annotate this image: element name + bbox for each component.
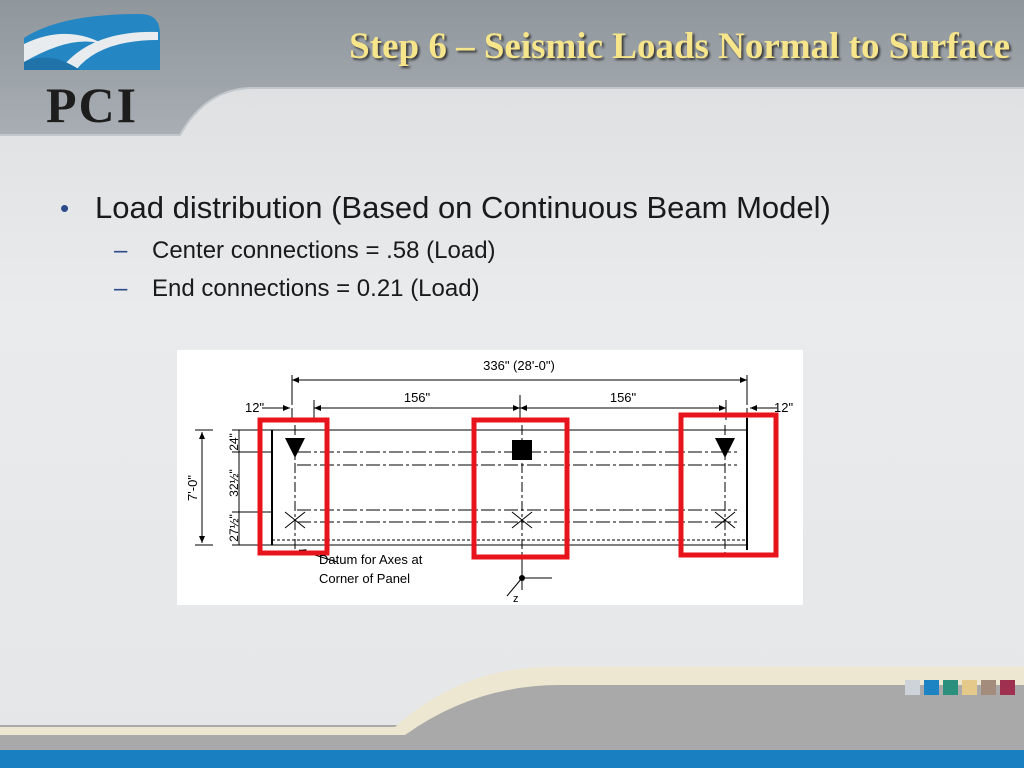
color-swatch [981, 680, 996, 695]
sub-bullet-center [60, 236, 960, 266]
footer-band [0, 655, 1024, 768]
bullet-main-text: Load distribution (Based on Continuous Beam Model) [95, 190, 831, 225]
panel-diagram [177, 350, 803, 605]
color-swatch [943, 680, 958, 695]
dash-icon: – [114, 275, 128, 302]
color-swatch [905, 680, 920, 695]
color-swatch [924, 680, 939, 695]
color-swatch [962, 680, 977, 695]
dim-left-edge: 12" [245, 400, 265, 415]
dim-height: 7'-0" [185, 475, 200, 501]
sub-bullet-end [60, 274, 960, 304]
highlight-box-right [681, 415, 776, 555]
bullet-dot-icon: • [60, 193, 70, 223]
triangle-marker-icon [715, 438, 735, 458]
logo-text: PCI [45, 77, 139, 130]
bullet-main [60, 188, 960, 228]
bullet-list [60, 188, 960, 304]
dim-top: 24" [227, 433, 241, 451]
datum-label-2: Corner of Panel [319, 571, 411, 586]
dim-overall: 336" (28'-0") [483, 358, 555, 373]
dash-icon: – [114, 237, 128, 264]
slide-title: Step 6 – Seismic Loads Normal to Surface [349, 26, 1010, 67]
sub-bullet-text: End connections = 0.21 (Load) [152, 275, 480, 302]
axis-z-label: z [513, 593, 519, 605]
square-marker-icon [512, 440, 532, 460]
color-swatch [1000, 680, 1015, 695]
triangle-marker-icon [285, 438, 305, 458]
sub-bullet-text: Center connections = .58 (Load) [152, 237, 496, 264]
dim-mid: 32½" [227, 469, 241, 497]
dim-left-span: 156" [403, 390, 431, 405]
dim-bottom: 27½" [227, 514, 241, 542]
datum-label-1: Datum for Axes at [319, 552, 423, 567]
dim-right-span: 156" [609, 390, 637, 405]
dim-right-edge: 12" [774, 400, 794, 415]
pci-logo [20, 10, 165, 130]
